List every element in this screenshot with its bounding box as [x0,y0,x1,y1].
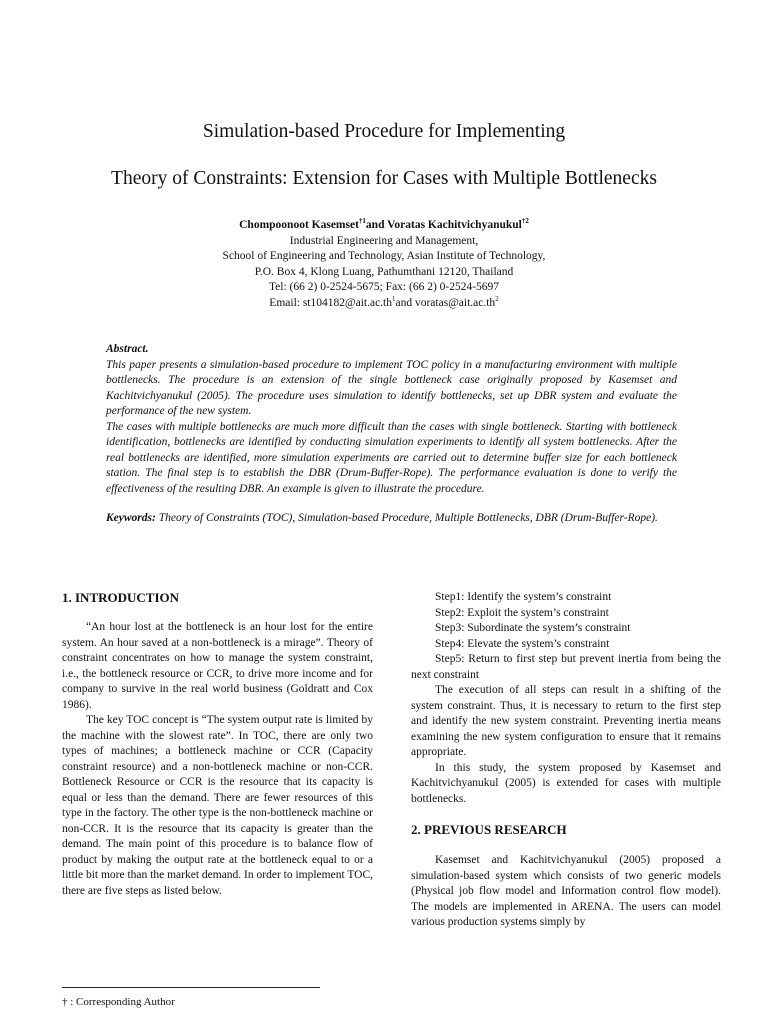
step-item-5: Step5: Return to first step but prevent inertia from being the next constraint [411,653,721,681]
step-item: Step3: Subordinate the system’s constraint [435,622,631,634]
keywords-paragraph [106,511,677,527]
keywords-label: Keywords: [106,512,156,524]
right-column-top [411,590,721,807]
paper-title-line-2: Theory of Constraints: Extension for Cases with Multiple Bottlenecks [111,168,657,189]
steps-paragraph: The execution of all steps can result in a shifting of the system constraint. Thus, it is necessary to return to the first step and identify the new system constraint. Preventing inertia means examining the new system configuration to ensure that it remains appropriate. [411,684,721,758]
affiliation-line-1: Industrial Engineering and Management, [289,235,479,247]
email-line [0,296,768,312]
affiliation-line-3: P.O. Box 4, Klong Luang, Pathumthani 12120, Thailand [254,266,514,278]
previous-research-paragraph: Kasemset and Kachitvichyanukul (2005) proposed a simulation-based system which consists of two generic models (Physical job flow model and Information control flow model). The models are implemented in ARENA. The users can model various production systems simply by [411,854,721,928]
email-middle: and voratas@ait.ac.th [395,297,496,309]
footnote: † : Corresponding Author [62,996,175,1008]
email-prefix: Email: st104182@ait.ac.th [269,297,392,309]
affiliation-line-2: School of Engineering and Technology, Asian Institute of Technology, [222,250,546,262]
right-column-bottom [411,853,721,931]
section-heading-introduction: 1. INTRODUCTION [62,590,180,605]
author-2-mark: †2 [521,217,529,226]
abstract-heading: Abstract. [106,343,149,355]
abstract-paragraph-2: The cases with multiple bottlenecks are much more difficult than the cases with single bottleneck. Starting with bottleneck identification, bottlenecks are identified by conducting simulation experiments to identify all system bottlenecks. After the real bottlenecks are identified, more simulation experiments are carried out to determine buffer size for each bottleneck station. The final step is to establish the DBR (Drum-Buffer-Rope). The performance evaluation is done to verify the effectiveness of the resulting DBR. An example is given to illustrate the procedure. [106,420,677,495]
affiliation-line-4: Tel: (66 2) 0-2524-5675; Fax: (66 2) 0-2524-5697 [268,281,500,293]
email-mark-2: 2 [495,295,499,304]
abstract-paragraph-1: This paper presents a simulation-based procedure to implement TOC policy in a manufacturing environment with multiple bottlenecks. The procedure is an extension of the single bottleneck case originally proposed by Kasemset and Kachitvichyanukul (2005). The procedure uses simulation to identify bottlenecks, set up DBR system and evaluate the performance of the new system. [106,358,677,417]
study-paragraph: In this study, the system proposed by Kasemset and Kachitvichyanukul (2005) is extended for cases with multiple bottlenecks. [411,761,721,805]
email-mark-1: 1 [392,295,396,304]
paper-title-line-1: Simulation-based Procedure for Implementing [202,121,566,142]
author-joiner: and Voratas Kachitvichyanukul [365,219,522,231]
author-1: Chompoonoot Kasemset [239,219,359,231]
author-1-mark: †1 [358,217,366,226]
step-item: Step2: Exploit the system’s constraint [435,606,609,619]
intro-paragraph-1: “An hour lost at the bottleneck is an hour lost for the entire system. An hour saved at a non-bottleneck is a mirage”. Theory of constraint concentrates on how to manage the system constraint, i.e., the bottleneck resource or CCR, to drive more income and for company to survive in the real world business (Goldratt and Cox 1986). [62,621,373,711]
footnote-rule [62,987,320,988]
author-line [0,218,768,234]
abstract [106,342,677,527]
left-column [62,620,373,899]
step-item: Step1: Identify the system’s constraint [435,591,612,603]
intro-paragraph-2: The key TOC concept is “The system output rate is limited by the machine with the slowest rate”. In TOC, there are only two types of machines; a bottleneck machine or CCR (Capacity constraint resource) and a non-bottleneck machine or non-CCR. Bottleneck Resource or CCR is the resource that its capacity is equal or less than the demand. There are fewer resources of this type in the factory. The other type is the non-bottleneck machine or non-CCR. It is the resource that its capacity is greater than the demand. The main point of this procedure is to balance flow of product by making the output rate at the bottleneck equal to or a little bit more than the market demand. In order to implement TOC, there are five steps as listed below. [62,714,373,897]
step-item: Step4: Elevate the system’s constraint [435,637,610,650]
section-heading-previous-research: 2. PREVIOUS RESEARCH [411,822,567,837]
keywords-text: Theory of Constraints (TOC), Simulation-based Procedure, Multiple Bottlenecks, DBR (Drum-Buffer-Rope). [155,512,658,524]
